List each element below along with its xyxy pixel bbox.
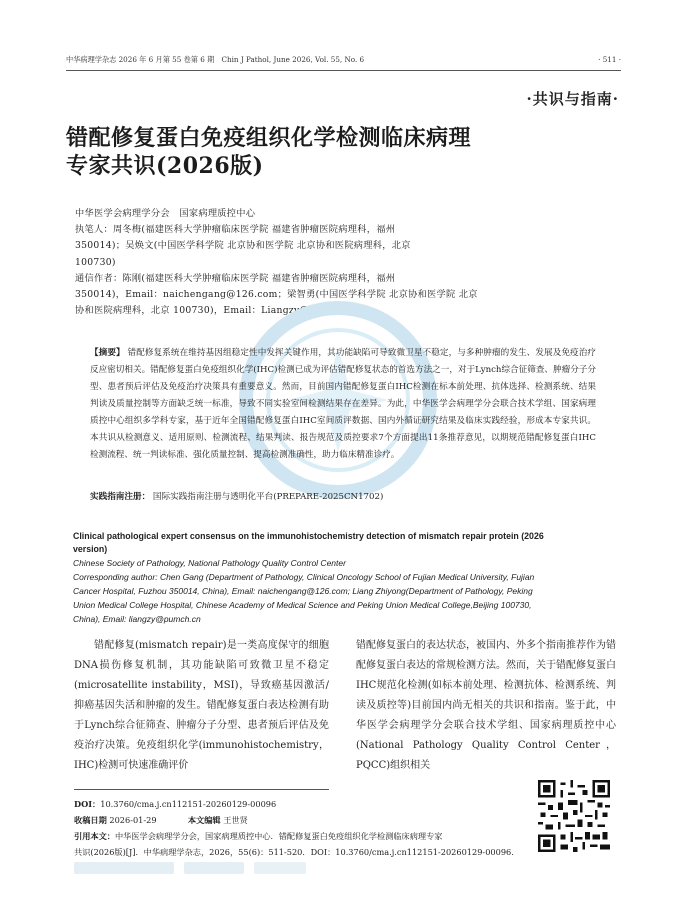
running-header-left: 中华病理学杂志 2026 年 6 月第 55 卷第 6 期 Chin J Pathol, June 2026, Vol. 55, No. 6 [66,55,365,64]
english-organization: Chinese Society of Pathology, National Pathology Quality Control Center [73,558,346,568]
registration-label: 实践指南注册： [90,492,151,502]
author-line: 通信作者：陈刚(福建医科大学肿瘤临床医学院 福建省肿瘤医院病理科，福州 [75,272,396,284]
guideline-registration [90,490,600,502]
registration-text: 国际实践指南注册与透明化平台(PREPARE-2025CN1702) [152,492,384,502]
title-line-2: 专家共识(2026版) [66,153,264,179]
body-column-left: 错配修复(mismatch repair)是一类高度保守的细胞DNA损伤修复机制，其功能缺陷可致微卫星不稳定(microsatellite instability，MSI)，导致癌基因激活/抑癌基因失活和肿瘤的发生。错配修复蛋白表达检测有助于Lynch综合征筛查、肿瘤分子分型、患者预后评估及免疫治疗决策。免疫组织化学(immunohistochemistry，IHC)检测可快速准确评价 [74,640,329,771]
author-line: 协和医院病理科，北京 100730)，Email：Liangzy@pumch.cn [75,305,357,317]
abstract [90,345,596,464]
received-date: 2026-01-29 [109,815,157,825]
received-label: 收稿日期 [74,815,107,825]
doi-line [74,796,534,812]
abstract-text: 错配修复系统在维持基因组稳定性中发挥关键作用，其功能缺陷可导致微卫星不稳定，与多种肿瘤的发生、发展及免疫治疗反应密切相关。错配修复蛋白免疫组织化学(IHC)检测已成为评估错配修复状态的首选方法之一，对于Lynch综合征筛查、肿瘤分子分型、患者预后评估及免疫治疗决策具有重要意义。然而，目前国内错配修复蛋白IHC检测在标本前处理、抗体选择、检测系统、结果判读及质量控制等方面缺乏统一标准，导致不同实验室间检测结果存在差异。为此，中华医学会病理学分会联合技术学组、国家病理质控中心组织多学科专家，基于近年全国错配修复蛋白IHC室间质评数据、国内外循证研究结果及临床实践经验，形成本专家共识。本共识从检测意义、适用原则、检测流程、结果判读、报告规范及质控要求7个方面提出11条推荐意见，以期规范错配修复蛋白IHC检测流程、统一判读标准、强化质量控制、提高检测准确性，助力临床精准诊疗。 [90,348,596,460]
author-line: 中华医学会病理学分会 国家病理质控中心 [75,208,256,219]
publisher-logo-strip [74,856,524,880]
body-column-right: 错配修复蛋白的表达状态，被国内、外多个指南推荐作为错配修复蛋白表达的常规检测方法。然而，关于错配修复蛋白IHC规范化检测(如标本前处理、检测抗体、检测系统、判读及质控等)目前国内尚无相关的共识和指南。鉴于此，中华医学会病理学分会联合技术学组、国家病理质控中心(National Pathology Quality Control Center，PQCC)组织相关 [356,640,616,771]
title-line-1: 错配修复蛋白免疫组织化学检测临床病理 [66,125,472,151]
abstract-label: 【摘要】 [90,348,125,358]
cite-text-1: 中华医学会病理学分会，国家病理质控中心．错配修复蛋白免疫组织化学检测临床病理专家 [114,831,443,841]
footnote-block [74,796,534,860]
author-line: 350014)；吴焕文(中国医学科学院 北京协和医学院 北京协和医院病理科，北京 [75,240,411,252]
article-title [66,124,586,180]
editor-label: 本文编辑 [187,815,221,825]
section-label: ·共识与指南· [526,90,619,108]
header-rule [66,70,621,71]
qr-code-icon[interactable] [538,780,610,852]
author-line: 350014)，Email：naichengang@126.com；梁智勇(中国医学科学院 北京协和医学院 北京 [75,289,478,301]
running-header [66,55,621,69]
english-abstract-header [73,530,553,626]
editor-name: 王世贤 [223,815,248,825]
page-number: · 511 · [598,55,621,64]
author-line: 100730) [75,256,116,268]
doi-value[interactable]: 10.3760/cma.j.cn112151-20260129-00096 [100,799,277,809]
cite-line-2: 共识(2026版)[J]．中华病理学杂志，2026，55(6)：511-520．DOI：10.3760/cma.j.cn112151-20260129-00096. [74,847,514,857]
author-line: 执笔人：周冬梅(福建医科大学肿瘤临床医学院 福建省肿瘤医院病理科，福州 [75,224,396,236]
cite-label: 引用本文： [74,831,115,841]
english-corresponding: Corresponding author: Chen Gang (Department of Pathology, Clinical Oncology School of Fujian Medical University, Fujian Cancer Hospital, Fuzhou 350014, China), Email: naichengang@126.com; Liang Zhiyong(Department of Pathology, Peking Union Medical College Hospital, Chinese Academy of Medical Science and Peking Union Medical College,Beijing 100730, China), Email: liangzy@pumch.cn [73,572,535,624]
doi-label: DOI： [74,799,101,809]
received-line [74,812,534,828]
cite-line [74,828,534,844]
footnote-rule [74,789,329,790]
english-title: Clinical pathological expert consensus on the immunohistochemistry detection of mismatch repair protein (2026 version) [73,531,544,554]
